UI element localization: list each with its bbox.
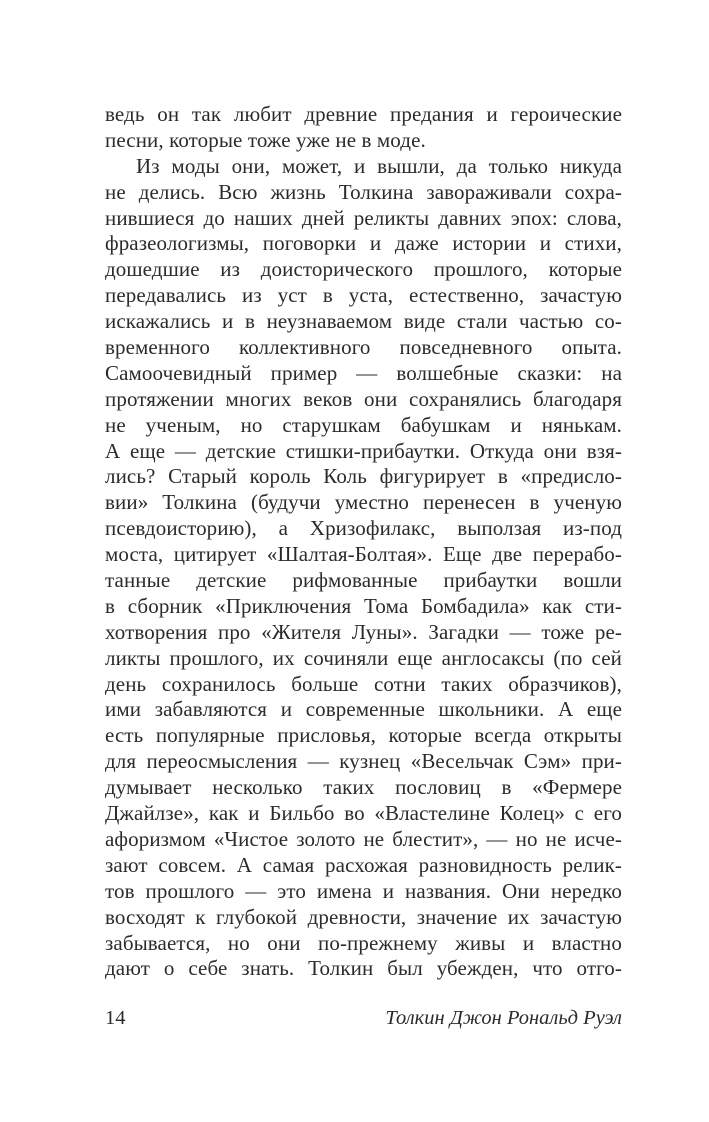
text-line: есть популярные присловья, которые всегда открыты	[105, 723, 622, 748]
text-line: дают о себе знать. Толкин был убежден, что отго-	[105, 956, 622, 981]
text-line: в сборник «Приключения Тома Бомбадила» как сти-	[105, 593, 622, 618]
text-line: нившиеся до наших дней реликты давних эпох: слова,	[105, 205, 622, 230]
text-line: афоризмом «Чистое золото не блестит», — но не исче-	[105, 826, 622, 851]
text-line: Джайлзе», как и Бильбо во «Властелине Колец» с его	[105, 801, 622, 826]
page-number: 14	[105, 1007, 126, 1029]
text-line: не делись. Всю жизнь Толкина завораживали сохра-	[105, 179, 622, 204]
text-line: думывает несколько таких пословиц в «Фермере	[105, 775, 622, 800]
text-line: ими забавляются и современные школьники. А еще	[105, 697, 622, 722]
text-line: не ученым, но старушкам бабушкам и нянькам.	[105, 412, 622, 437]
text-line: лись? Старый король Коль фигурирует в «предисло-	[105, 464, 622, 489]
text-line: восходят к глубокой древности, значение их зачастую	[105, 904, 622, 929]
page-text	[105, 102, 622, 982]
text-line: тов прошлого — это имена и названия. Они нередко	[105, 878, 622, 903]
text-line: зают совсем. А самая расхожая разновидность релик-	[105, 852, 622, 877]
text-line: Из моды они, может, и вышли, да только никуда	[136, 153, 622, 178]
running-title: Толкин Джон Рональд Руэл	[385, 1007, 622, 1029]
text-line: фразеологизмы, поговорки и даже истории и стихи,	[105, 231, 622, 256]
text-line: вии» Толкина (будучи уместно перенесен в ученую	[105, 490, 622, 515]
text-line: протяжении многих веков они сохранялись благодаря	[105, 386, 622, 411]
page-footer	[105, 1006, 622, 1032]
text-line: дошедшие из доисторического прошлого, которые	[105, 257, 622, 282]
text-line: временного коллективного повседневного опыта.	[105, 335, 622, 360]
text-line: день сохранилось больше сотни таких образчиков),	[105, 671, 622, 696]
text-line: забывается, но они по-прежнему живы и властно	[105, 930, 622, 955]
text-line: песни, которые тоже уже не в моде.	[105, 127, 426, 152]
text-line: искажались и в неузнаваемом виде стали частью со-	[105, 309, 622, 334]
text-line: танные детские рифмованные прибаутки вошли	[105, 568, 622, 593]
text-line: для переосмысления — кузнец «Весельчак Сэм» при-	[105, 749, 622, 774]
text-line: псевдоисторию), а Хризофилакс, выползая из-под	[105, 516, 622, 541]
text-line: Самоочевидный пример — волшебные сказки: на	[105, 360, 622, 385]
text-line: хотворения про «Жителя Луны». Загадки — тоже ре-	[105, 619, 622, 644]
text-line: ликты прошлого, их сочиняли еще англосаксы (по сей	[105, 645, 622, 670]
text-line: передавались из уст в уста, естественно, зачастую	[105, 283, 622, 308]
text-line: моста, цитирует «Шалтая-Болтая». Еще две перерабо-	[105, 542, 622, 567]
text-line: ведь он так любит древние предания и героические	[105, 102, 622, 126]
text-line: А еще — детские стишки-прибаутки. Откуда они взя-	[105, 438, 622, 463]
